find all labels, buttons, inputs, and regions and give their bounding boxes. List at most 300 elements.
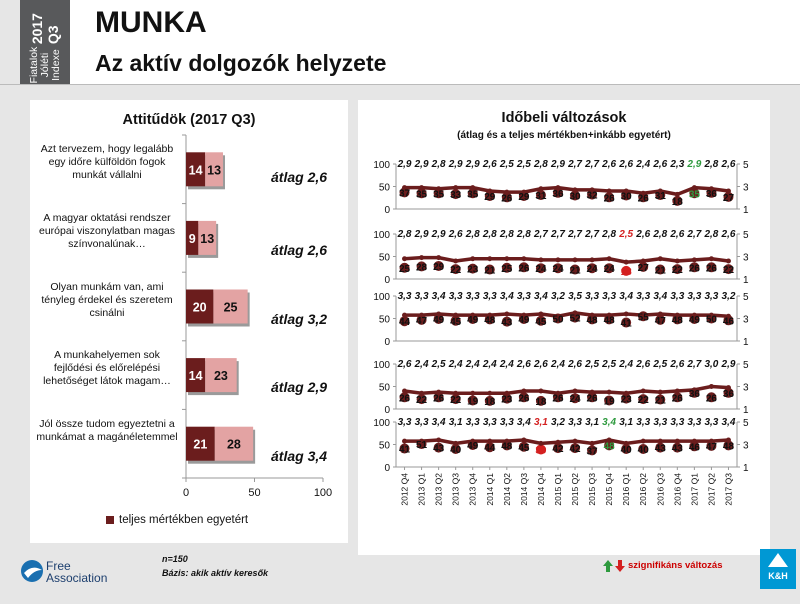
x-tick-label: 50	[248, 487, 261, 499]
data-label: 28	[226, 437, 241, 452]
pct-data-label: 29	[518, 191, 530, 203]
pct-data-label: 26	[705, 263, 717, 275]
avg-data-label: 2,5	[653, 359, 668, 370]
avg-data-label: 2,5	[585, 359, 600, 370]
pct-data-label: 19	[467, 396, 479, 408]
x-tick-label: 100	[313, 487, 333, 499]
pct-data-label: 33	[450, 190, 462, 202]
right-tick-label: 5	[743, 292, 749, 303]
average-label: átlag 2,6	[271, 241, 328, 258]
avg-data-label: 3,1	[533, 417, 548, 428]
kh-logo	[760, 549, 796, 589]
pct-data-label: 26	[518, 393, 530, 405]
pct-data-label: 24	[586, 264, 598, 276]
avg-data-label: 2,4	[448, 359, 463, 370]
data-label: 20	[192, 300, 207, 315]
avg-marker	[658, 390, 663, 395]
avg-data-label: 2,8	[516, 229, 531, 240]
pct-data-label: 29	[484, 191, 496, 203]
avg-data-label: 2,7	[585, 159, 600, 170]
avg-data-label: 3,5	[568, 291, 582, 302]
avg-data-label: 2,5	[602, 359, 617, 370]
avg-marker	[487, 256, 492, 261]
avg-marker	[538, 312, 543, 317]
avg-data-label: 2,9	[431, 229, 446, 240]
avg-data-label: 3,3	[704, 291, 719, 302]
pct-data-label: 26	[433, 393, 445, 405]
pct-data-label: 49	[467, 440, 479, 452]
legend-label: teljes mértékben egyetért	[119, 514, 249, 526]
pct-data-label: 18	[535, 396, 547, 408]
avg-marker	[521, 438, 526, 443]
pct-data-label: 50	[552, 314, 564, 326]
free-association-logo	[20, 556, 120, 586]
pct-data-label: 26	[671, 393, 683, 405]
category-label: A magyar oktatási rendszer európai viszonylatban magas színvonalúnak…	[39, 211, 175, 250]
right-panel-subtitle: (átlag és a teljes mértékben+inkább egyetért)	[457, 130, 671, 141]
category-label: Azt tervezem, hogy legalább egy időre külföldön fogok munkát vállalni	[40, 143, 174, 182]
average-label: átlag 3,4	[271, 447, 328, 464]
left-tick-label: 100	[373, 360, 390, 371]
right-tick-label: 1	[743, 205, 749, 216]
sample-size: n=150	[162, 554, 188, 564]
left-tick-label: 50	[378, 382, 390, 394]
pct-data-label: 27	[637, 262, 649, 274]
header-tag	[20, 0, 70, 84]
avg-data-label: 2,6	[397, 359, 412, 370]
avg-data-label: 3,2	[721, 291, 736, 302]
right-tick-label: 3	[743, 182, 749, 194]
avg-marker	[504, 312, 509, 317]
left-tick-label: 0	[384, 337, 390, 348]
right-panel-title: Időbeli változások	[501, 110, 627, 126]
avg-data-label: 2,4	[482, 359, 497, 370]
right-tick-label: 1	[743, 463, 749, 474]
pct-data-label: 23	[467, 264, 479, 276]
avg-data-label: 3,3	[585, 291, 600, 302]
pct-data-label: 26	[552, 393, 564, 405]
avg-marker	[641, 439, 646, 444]
avg-marker	[538, 389, 543, 394]
pct-data-label: 22	[450, 265, 462, 277]
left-panel	[30, 100, 348, 543]
pct-data-label: 45	[518, 442, 530, 454]
x-tick-label: 2016 Q2	[638, 473, 649, 506]
avg-data-label: 2,6	[670, 359, 685, 370]
x-tick-label: 2015 Q1	[552, 473, 563, 506]
left-tick-label: 100	[373, 160, 390, 171]
avg-data-label: 2,8	[431, 159, 446, 170]
x-tick-label: 2016 Q3	[655, 473, 666, 506]
right-panel	[358, 100, 770, 555]
avg-marker	[607, 390, 612, 395]
page-subtitle: Az aktív dolgozók helyzete	[95, 50, 387, 76]
pct-data-label: 26	[603, 193, 615, 205]
avg-data-label: 3,2	[551, 291, 565, 302]
avg-data-label: 3,3	[602, 291, 617, 302]
avg-data-label: 3,3	[499, 417, 514, 428]
x-tick-label: 2015 Q4	[604, 473, 615, 506]
pct-data-label: 30	[620, 191, 632, 203]
x-tick-label: 2017 Q2	[706, 473, 717, 506]
avg-marker	[607, 256, 612, 261]
pct-data-label: 35	[467, 189, 479, 201]
pct-data-label: 47	[654, 315, 666, 327]
data-label: 13	[207, 163, 222, 178]
base-note: Bázis: akik aktív keresők	[162, 568, 269, 578]
pct-data-label: 18	[620, 266, 632, 278]
significance-label: szignifikáns változás	[628, 560, 723, 571]
pct-data-label: 24	[535, 264, 547, 276]
avg-data-label: 2,6	[516, 359, 531, 370]
attitudes-bar-chart	[30, 100, 348, 543]
pct-data-label: 46	[722, 316, 735, 328]
pct-data-label: 29	[433, 261, 445, 273]
avg-data-label: 2,6	[602, 159, 617, 170]
avg-data-label: 3,3	[670, 417, 685, 428]
avg-data-label: 2,9	[721, 359, 736, 370]
avg-data-label: 2,4	[499, 359, 514, 370]
brand-right: K&H	[768, 571, 788, 581]
pct-data-label: 48	[603, 441, 615, 453]
pct-data-label: 24	[569, 394, 581, 406]
avg-data-label: 3,3	[653, 417, 668, 428]
data-label: 14	[188, 369, 203, 384]
avg-marker	[573, 257, 578, 262]
avg-marker	[419, 255, 424, 260]
avg-data-label: 2,7	[687, 359, 702, 370]
pct-data-label: 18	[671, 196, 683, 208]
data-label: 14	[188, 163, 203, 178]
category-label: A munkahelyemen sok fejlődési és előrelépési lehetőséget látok magam…	[43, 349, 171, 388]
pct-data-label: 35	[688, 189, 700, 201]
right-tick-label: 1	[743, 275, 749, 286]
pct-data-label: 49	[688, 314, 700, 326]
pct-data-label: 23	[501, 394, 513, 406]
left-panel-title: Attitűdök (2017 Q3)	[122, 112, 256, 128]
pct-data-label: 22	[722, 265, 735, 277]
avg-data-label: 3,3	[636, 417, 651, 428]
pct-data-label: 43	[433, 443, 445, 455]
left-tick-label: 0	[384, 275, 390, 286]
x-tick-label: 2017 Q1	[689, 473, 700, 506]
data-label: 9	[188, 231, 196, 246]
right-tick-label: 5	[743, 160, 749, 171]
tag-line1: Fiatalok	[27, 46, 40, 84]
avg-data-label: 2,6	[619, 159, 634, 170]
pct-data-label: 31	[654, 191, 666, 203]
left-tick-label: 100	[373, 418, 390, 429]
left-tick-label: 100	[373, 292, 390, 303]
brand-left: Free Association	[46, 559, 108, 585]
avg-data-label: 2,6	[482, 159, 497, 170]
avg-data-label: 2,5	[516, 159, 531, 170]
avg-data-label: 3,3	[636, 291, 651, 302]
pct-data-label: 48	[671, 315, 683, 327]
right-tick-label: 5	[743, 230, 749, 241]
x-tick-label: 2013 Q3	[450, 473, 461, 506]
page-title: MUNKA	[95, 6, 207, 39]
x-tick-label: 2016 Q4	[672, 473, 683, 506]
avg-data-label: 2,5	[619, 229, 634, 240]
pct-data-label: 31	[535, 191, 547, 203]
avg-marker	[402, 439, 407, 444]
avg-data-label: 2,6	[721, 229, 736, 240]
avg-data-label: 2,5	[431, 359, 446, 370]
avg-data-label: 3,1	[619, 417, 634, 428]
x-tick-label: 2015 Q2	[570, 473, 581, 506]
avg-data-label: 2,4	[465, 359, 480, 370]
pct-data-label: 26	[501, 193, 513, 205]
avg-marker	[641, 389, 646, 394]
avg-data-label: 3,3	[568, 417, 582, 428]
pct-data-label: 27	[722, 192, 735, 204]
x-tick-label: 2013 Q4	[467, 473, 478, 506]
avg-data-label: 3,3	[397, 291, 412, 302]
pct-data-label: 43	[654, 443, 666, 455]
average-line	[405, 258, 729, 263]
avg-data-label: 3,3	[482, 417, 497, 428]
tag-line2: Jóléti Indexe	[38, 49, 62, 81]
avg-marker	[624, 260, 629, 265]
pct-data-label: 22	[450, 395, 462, 407]
pct-data-label: 48	[501, 441, 513, 453]
pct-data-label: 47	[416, 315, 428, 327]
avg-marker	[590, 441, 595, 446]
avg-marker	[521, 256, 526, 261]
pct-data-label: 22	[671, 265, 683, 277]
avg-data-label: 2,9	[414, 159, 429, 170]
right-tick-label: 5	[743, 418, 749, 429]
right-tick-label: 3	[743, 314, 749, 326]
avg-data-label: 3,4	[431, 291, 446, 302]
pct-data-label: 35	[433, 189, 445, 201]
pct-data-label: 26	[398, 393, 411, 405]
pct-data-label: 26	[688, 263, 700, 275]
left-legend	[106, 514, 248, 526]
pct-data-label: 35	[416, 189, 428, 201]
avg-data-label: 2,7	[568, 159, 582, 170]
pct-data-label: 40	[637, 445, 649, 456]
legend-swatch	[106, 516, 114, 524]
avg-data-label: 3,4	[533, 291, 548, 302]
pct-data-label: 48	[586, 315, 598, 327]
avg-data-label: 2,8	[602, 229, 617, 240]
avg-data-label: 2,8	[482, 229, 497, 240]
data-label: 13	[200, 231, 215, 246]
average-label: átlag 2,9	[271, 379, 328, 396]
avg-data-label: 2,7	[551, 229, 565, 240]
pct-data-label: 55	[637, 312, 649, 324]
avg-data-label: 2,6	[653, 159, 668, 170]
pct-data-label: 37	[586, 446, 598, 458]
pct-data-label: 50	[705, 314, 717, 326]
x-tick-label: 0	[182, 487, 190, 499]
pct-data-label: 49	[433, 314, 445, 326]
pct-data-label: 48	[603, 315, 615, 327]
avg-data-label: 3,3	[465, 417, 480, 428]
right-tick-label: 3	[743, 382, 749, 394]
avg-data-label: 3,3	[482, 291, 497, 302]
pct-data-label: 26	[586, 393, 598, 405]
avg-data-label: 3,3	[670, 291, 685, 302]
average-line	[405, 387, 729, 394]
avg-marker	[436, 255, 441, 260]
pct-data-label: 51	[416, 440, 428, 452]
avg-data-label: 2,7	[687, 229, 702, 240]
pct-data-label: 41	[620, 318, 632, 330]
avg-data-label: 3,3	[465, 291, 480, 302]
avg-data-label: 2,6	[636, 229, 651, 240]
avg-data-label: 2,7	[568, 229, 582, 240]
avg-marker	[692, 257, 697, 262]
avg-data-label: 3,3	[414, 417, 429, 428]
avg-data-label: 2,7	[585, 229, 600, 240]
pct-data-label: 25	[398, 263, 411, 275]
pct-data-label: 36	[688, 388, 700, 400]
avg-data-label: 2,6	[670, 229, 685, 240]
pct-data-label: 40	[450, 445, 462, 456]
pct-data-label: 26	[705, 393, 717, 405]
avg-marker	[402, 256, 407, 261]
pct-data-label: 44	[398, 317, 411, 329]
avg-marker	[590, 257, 595, 262]
data-label: 25	[223, 300, 238, 315]
pct-data-label: 42	[569, 444, 581, 456]
pct-data-label: 22	[416, 395, 428, 407]
pct-data-label: 21	[654, 265, 666, 277]
pct-data-label: 21	[484, 265, 496, 277]
avg-data-label: 2,9	[465, 159, 480, 170]
pct-data-label: 18	[484, 396, 496, 408]
header-divider	[0, 84, 800, 85]
avg-data-label: 2,8	[653, 229, 668, 240]
avg-marker	[555, 257, 560, 262]
avg-data-label: 3,4	[602, 417, 617, 428]
avg-data-label: 2,8	[499, 229, 514, 240]
significance-arrows-icon	[602, 559, 626, 573]
avg-data-label: 3,3	[704, 417, 719, 428]
avg-data-label: 3,1	[585, 417, 600, 428]
avg-marker	[709, 384, 714, 389]
x-tick-label: 2014 Q3	[518, 473, 529, 506]
avg-data-label: 2,4	[636, 159, 651, 170]
avg-marker	[504, 256, 509, 261]
avg-marker	[487, 391, 492, 396]
pct-data-label: 26	[518, 263, 530, 275]
avg-data-label: 3,3	[397, 417, 412, 428]
pct-data-label: 25	[501, 263, 513, 275]
pct-data-label: 44	[484, 443, 496, 455]
pct-data-label: 19	[603, 396, 615, 408]
left-tick-label: 0	[384, 205, 390, 216]
avg-data-label: 2,4	[414, 359, 429, 370]
avg-data-label: 3,4	[721, 417, 736, 428]
avg-marker	[573, 439, 578, 444]
x-tick-label: 2013 Q1	[416, 473, 427, 506]
avg-data-label: 3,4	[653, 291, 668, 302]
avg-data-label: 3,2	[551, 417, 565, 428]
pct-data-label: 49	[518, 314, 530, 326]
pct-data-label: 41	[398, 444, 411, 456]
pct-data-label: 24	[552, 264, 564, 276]
pct-data-label: 48	[484, 315, 496, 327]
pct-data-label: 48	[722, 441, 735, 453]
avg-data-label: 2,6	[448, 229, 463, 240]
avg-marker	[470, 256, 475, 261]
avg-marker	[709, 256, 714, 261]
pct-data-label: 40	[620, 445, 632, 456]
pct-data-label: 52	[569, 313, 581, 325]
right-tick-label: 1	[743, 405, 749, 416]
pct-data-label: 36	[552, 188, 564, 200]
avg-marker	[436, 438, 441, 443]
avg-data-label: 3,4	[499, 291, 514, 302]
avg-data-label: 2,5	[499, 159, 514, 170]
pct-data-label: 45	[450, 316, 462, 328]
avg-data-label: 2,7	[533, 229, 548, 240]
category-label: Olyan munkám van, ami tényleg érdekel és szeretem csinálni	[41, 280, 173, 319]
avg-data-label: 2,8	[533, 159, 548, 170]
pct-data-label: 45	[535, 316, 547, 328]
pct-data-label: 21	[569, 265, 581, 277]
avg-marker	[624, 312, 629, 317]
left-tick-label: 0	[384, 405, 390, 416]
avg-data-label: 2,6	[636, 359, 651, 370]
pct-data-label: 36	[722, 388, 735, 400]
avg-data-label: 2,6	[721, 159, 736, 170]
pct-data-label: 32	[586, 190, 598, 202]
pct-data-label: 47	[705, 441, 717, 453]
pct-data-label: 37	[398, 188, 411, 200]
data-label: 23	[213, 369, 228, 384]
pct-data-label: 36	[705, 188, 717, 200]
x-tick-label: 2014 Q1	[484, 473, 495, 506]
avg-data-label: 3,4	[431, 417, 446, 428]
avg-marker	[538, 257, 543, 262]
avg-data-label: 3,3	[687, 417, 702, 428]
left-tick-label: 50	[378, 314, 390, 326]
avg-marker	[453, 259, 458, 264]
avg-data-label: 2,9	[397, 159, 412, 170]
pct-data-label: 22	[637, 395, 649, 407]
x-tick-label: 2014 Q2	[501, 473, 512, 506]
avg-data-label: 3,3	[448, 291, 463, 302]
avg-marker	[658, 256, 663, 261]
pct-data-label: 23	[620, 394, 632, 406]
avg-data-label: 2,9	[551, 159, 565, 170]
avg-data-label: 3,3	[414, 291, 429, 302]
right-tick-label: 1	[743, 337, 749, 348]
avg-data-label: 3,1	[448, 417, 463, 428]
left-tick-label: 50	[378, 182, 390, 194]
avg-data-label: 3,4	[516, 417, 531, 428]
pct-data-label: 26	[637, 193, 649, 205]
avg-data-label: 3,3	[687, 291, 702, 302]
pct-data-label: 43	[671, 443, 683, 455]
data-label: 21	[193, 437, 208, 452]
category-label: Jól össze tudom egyeztetni a munkámat a magánéletemmel	[36, 417, 178, 443]
avg-data-label: 2,8	[704, 159, 719, 170]
pct-data-label: 30	[569, 191, 581, 203]
x-tick-label: 2012 Q4	[399, 473, 410, 506]
avg-marker	[726, 259, 731, 264]
x-tick-label: 2013 Q2	[433, 473, 444, 506]
avg-data-label: 2,6	[568, 359, 582, 370]
avg-data-label: 3,0	[704, 359, 719, 370]
average-label: átlag 3,2	[271, 310, 328, 327]
avg-data-label: 2,6	[533, 359, 548, 370]
